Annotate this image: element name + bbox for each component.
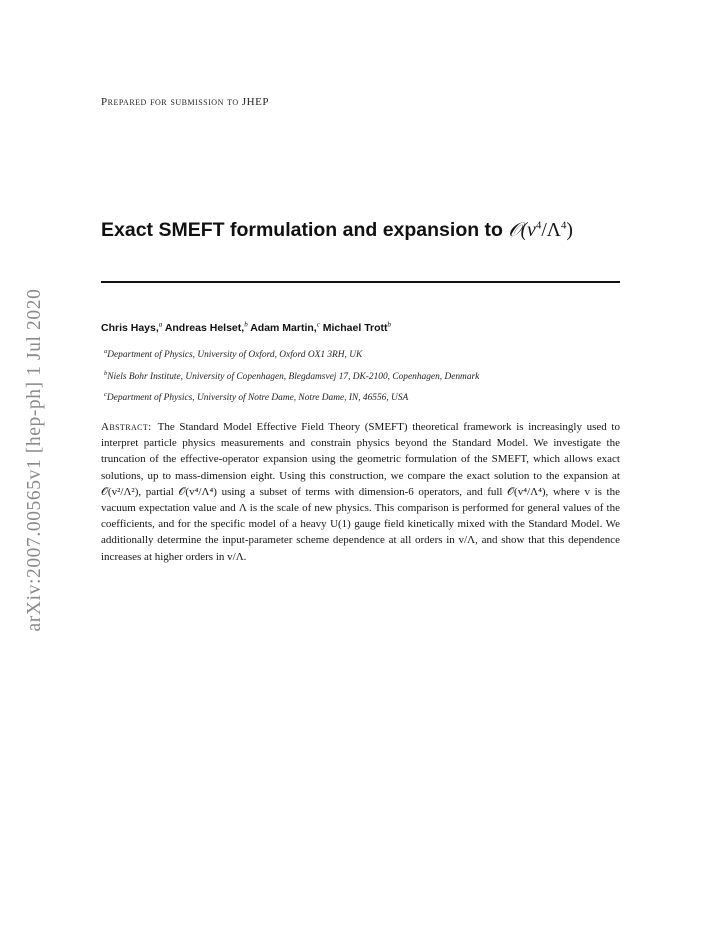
author: Andreas Helset,$^b$ [164, 320, 248, 334]
abstract-label: Abstract: [101, 421, 152, 433]
author: Michael Trott$^b$ [322, 320, 392, 334]
arxiv-sidebar [20, 260, 50, 660]
abstract [101, 419, 620, 565]
submission-note: Prepared for submission to JHEP [101, 96, 269, 108]
title-rule [101, 281, 620, 283]
author-list [101, 320, 391, 334]
author: Chris Hays,$^a$ [101, 320, 163, 334]
abstract-text: The Standard Model Effective Field Theory (SMEFT) theoretical framework is increasingly used to interpret particle physics measurements and constrain physics beyond the Standard Model. We investigate the truncation of the effective-operator expansion using the geometric formulation of the SMEFT, which allows exact solutions, up to mass-dimension eight. Using this construction, we compare the exact solution to the expansion at 𝒪(v²/Λ²), partial 𝒪(v⁴/Λ⁴) using a subset of terms with dimension-6 operators, and full 𝒪(v⁴/Λ⁴), where v is the vacuum expectation value and Λ is the scale of new physics. This comparison is performed for general values of the coefficients, and for the specific model of a heavy U(1) gauge field kinetically mixed with the Standard Model. We additionally determine the input-parameter scheme dependence at all orders in v/Λ, and show that this dependence increases at higher orders in v/Λ. [101, 421, 620, 563]
affiliation: $^c$Department of Physics, University of Notre Dame, Notre Dame, IN, 46556, USA [104, 391, 409, 404]
title-math: $𝒪(v^4/\Lambda^4)$ [508, 219, 573, 241]
arxiv-identifier: arXiv:2007.00565v1 [hep-ph] 1 Jul 2020 [24, 288, 45, 632]
affiliation: $^a$Department of Physics, University of Oxford, Oxford OX1 3RH, UK [104, 348, 363, 361]
title-text: Exact SMEFT formulation and expansion to [101, 219, 509, 241]
author: Adam Martin,$^c$ [250, 320, 320, 334]
affiliation: $^b$Niels Bohr Institute, University of Copenhagen, Blegdamsvej 17, DK-2100, Copenhagen, Denmark [104, 369, 480, 382]
affiliation-list [104, 343, 479, 408]
paper-title [101, 219, 573, 242]
